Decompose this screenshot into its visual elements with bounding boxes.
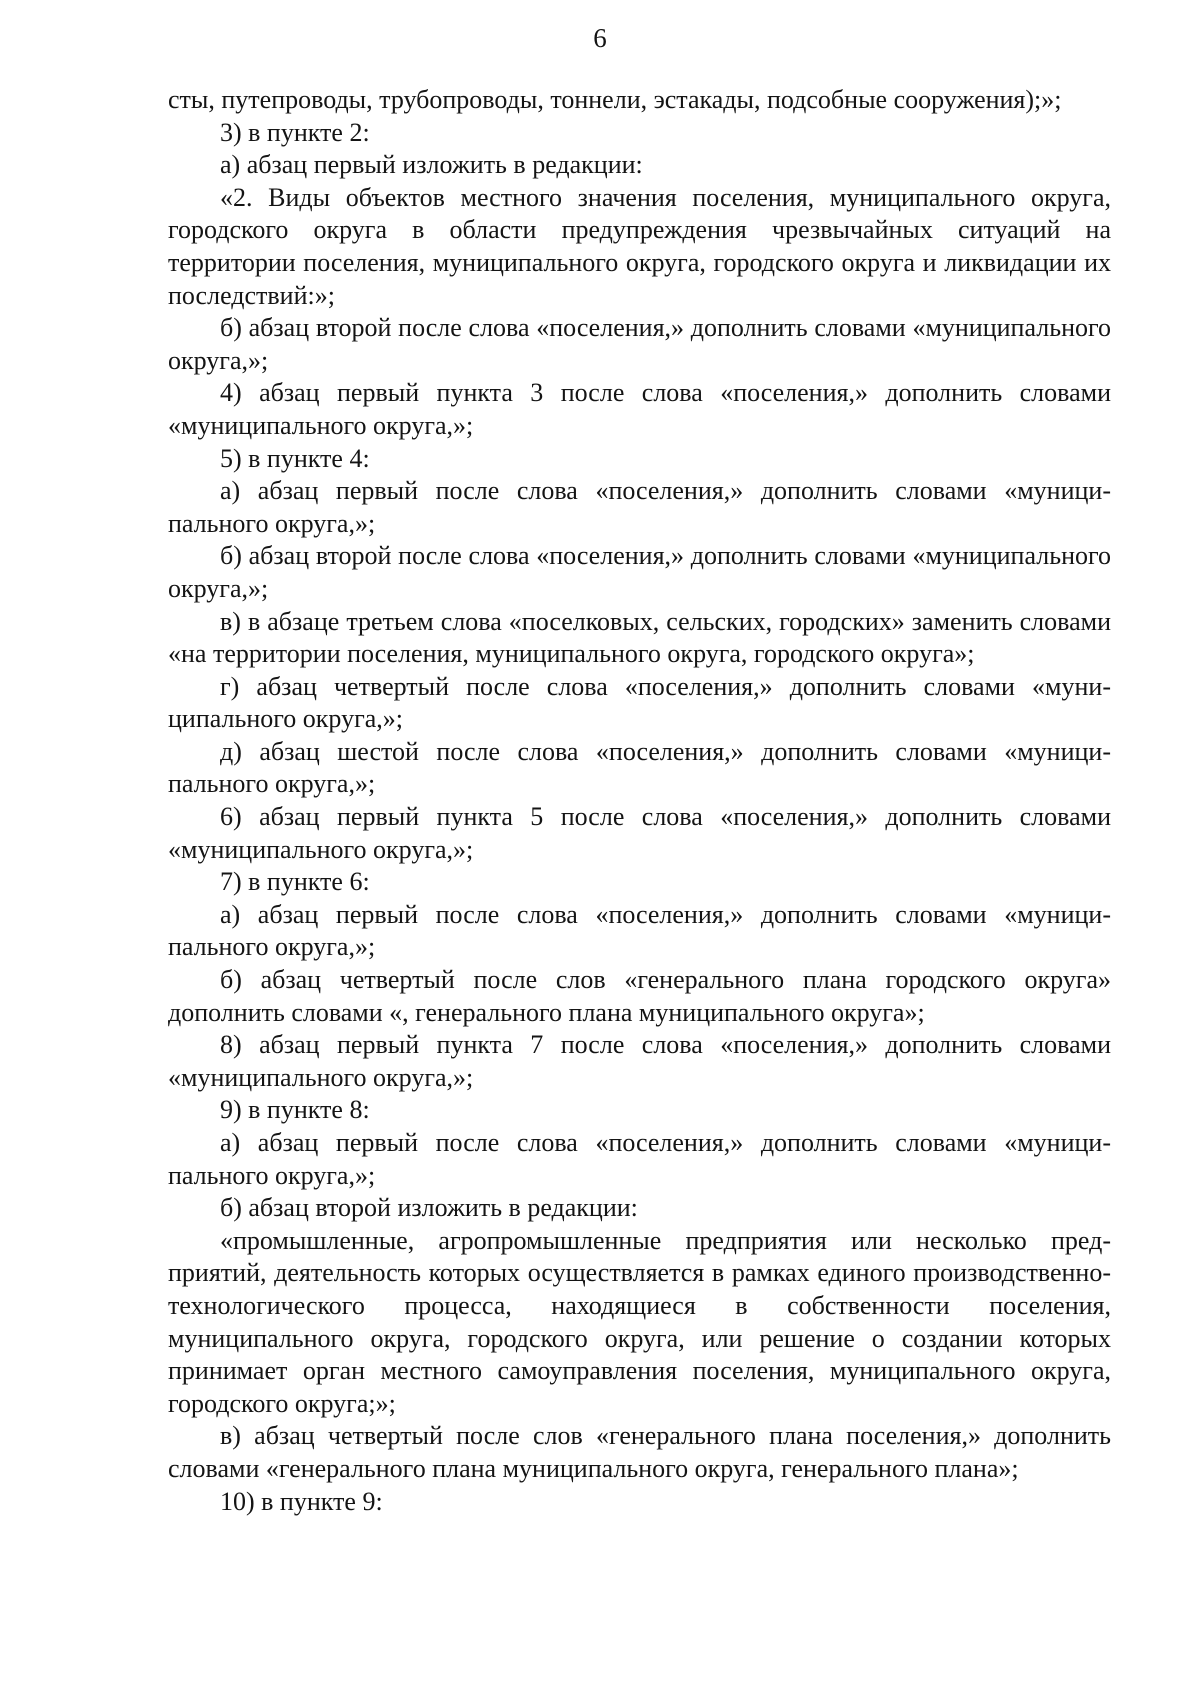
paragraph: а) абзац первый после слова «поселения,» дополнить словами «муниципального округа,»; (168, 476, 1111, 538)
paragraph: б) абзац четвертый после слов «генерального плана городского округа» дополнить словами «, генерального плана муниципального округа»; (168, 965, 1111, 1027)
paragraph: а) абзац первый после слова «поселения,» дополнить словами «муниципального округа,»; (168, 1128, 1111, 1190)
paragraph: 4) абзац первый пункта 3 после слова «поселения,» дополнить словами «муниципального округа,»; (168, 378, 1111, 440)
paragraph: 3) в пункте 2: (220, 117, 370, 147)
paragraph: г) абзац четвертый после слова «поселения,» дополнить словами «муниципального округа,»; (168, 671, 1111, 734)
paragraph: 9) в пункте 8: (220, 1095, 370, 1125)
paragraph: в) в абзаце третьем слова «поселковых, сельских, городских» заменить словами «на территории поселения, муниципального округа, городского округа»; (168, 606, 1111, 669)
paragraph: «2. Виды объектов местного значения поселения, муниципального округа, городского округа в области предупреждения чрезвычайных ситуаций на территории поселения, муниципального округа, городского округа и ликвидации их последствий:»; (168, 182, 1111, 310)
paragraph: в) абзац четвертый после слов «генерального плана поселения,» дополнить словами «генерального плана муниципального округа, генерального плана»; (168, 1421, 1111, 1483)
paragraph: 10) в пункте 9: (220, 1486, 383, 1516)
paragraph: «промышленные, агропромышленные предприятия или несколько предприятий, деятельность которых осуществляется в рамках единого производственно-технологического процесса, находящиеся в собственности поселения, муниципального округа, городского округа, или решение о создании которых принимает орган местного самоуправления поселения, муниципального округа, городского округа;»; (168, 1225, 1111, 1418)
paragraph: 8) абзац первый пункта 7 после слова «поселения,» дополнить словами «муниципального округа,»; (168, 1030, 1111, 1092)
paragraph: б) абзац второй после слова «поселения,» дополнить словами «муниципального округа,»; (168, 313, 1111, 375)
paragraph: а) абзац первый после слова «поселения,» дополнить словами «муниципального округа,»; (168, 899, 1111, 962)
paragraph: сты, путепроводы, трубопроводы, тоннели, эстакады, подсобные сооружения);»; (168, 85, 1062, 114)
paragraph: а) абзац первый изложить в редакции: (220, 150, 643, 180)
paragraph: 5) в пункте 4: (220, 443, 370, 473)
paragraph: д) абзац шестой после слова «поселения,» дополнить словами «муниципального округа,»; (168, 736, 1111, 799)
page-number: 6 (593, 23, 607, 53)
paragraph: б) абзац второй после слова «поселения,» дополнить словами «муниципального округа,»; (168, 541, 1111, 603)
paragraph: 6) абзац первый пункта 5 после слова «поселения,» дополнить словами «муниципального округа,»; (168, 802, 1111, 864)
document-body (168, 84, 1111, 1518)
paragraph: 7) в пункте 6: (220, 867, 370, 897)
paragraph: б) абзац второй изложить в редакции: (220, 1193, 638, 1223)
